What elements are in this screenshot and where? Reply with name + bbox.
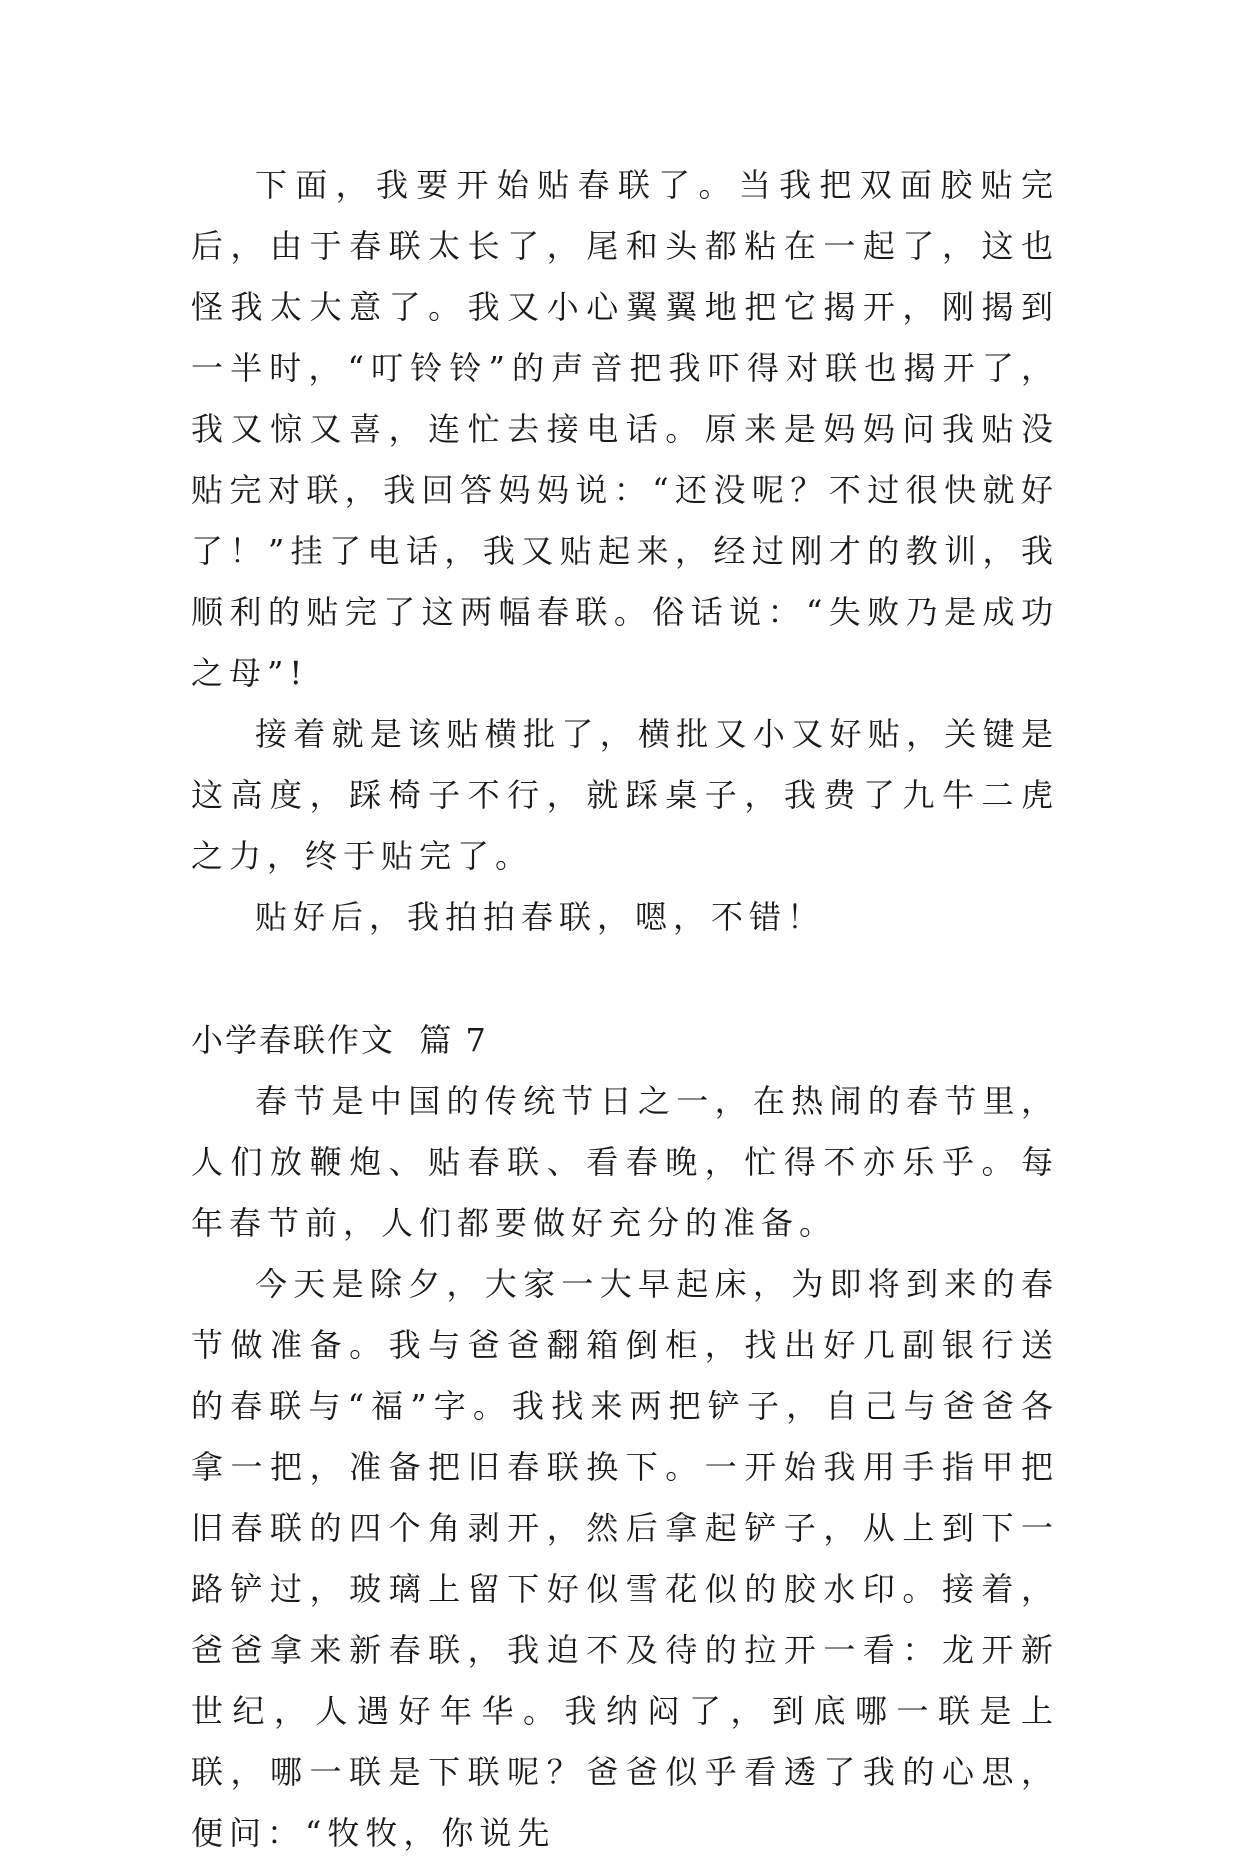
paragraph-finished: 贴好后，我拍拍春联，嗯，不错！ (255, 898, 826, 936)
paragraph-spring-festival-intro: 春节是中国的传统节日之一，在热闹的春节里，人们放鞭炮、贴春联、看春晚，忙得不亦乐乎。每年春节前，人们都要做好充分的准备。 (191, 1082, 1059, 1242)
paragraph-horizontal-scroll: 接着就是该贴横批了，横批又小又好贴，关键是这高度，踩椅子不行，就踩桌子，我费了九牛二虎之力，终于贴完了。 (191, 715, 1059, 875)
section-spacer (191, 948, 1059, 1010)
section-title: 小学春联作文 篇 7 (191, 1021, 488, 1059)
paragraph-new-years-eve: 今天是除夕，大家一大早起床，为即将到来的春节做准备。我与爸爸翻箱倒柜，找出好几副银行送的春联与“福”字。我找来两把铲子，自己与爸爸各拿一把，准备把旧春联换下。一开始我用手指甲把旧春联的四个角剥开，然后拿起铲子，从上到下一路铲过，玻璃上留下好似雪花似的胶水印。接着，爸爸拿来新春联，我迫不及待的拉开一看：龙开新世纪，人遇好年华。我纳闷了，到底哪一联是上联，哪一联是下联呢？爸爸似乎看透了我的心思，便问：“牧牧，你说先 (191, 1265, 1059, 1852)
document-page (191, 155, 1059, 1864)
paragraph-pasting-couplets: 下面，我要开始贴春联了。当我把双面胶贴完后，由于春联太长了，尾和头都粘在一起了，这也怪我太大意了。我又小心翼翼地把它揭开，刚揭到一半时，“叮铃铃”的声音把我吓得对联也揭开了，我又惊又喜，连忙去接电话。原来是妈妈问我贴没贴完对联，我回答妈妈说：“还没呢？不过很快就好了！”挂了电话，我又贴起来，经过刚才的教训，我顺利的贴完了这两幅春联。俗话说：“失败乃是成功之母”! (191, 166, 1059, 692)
